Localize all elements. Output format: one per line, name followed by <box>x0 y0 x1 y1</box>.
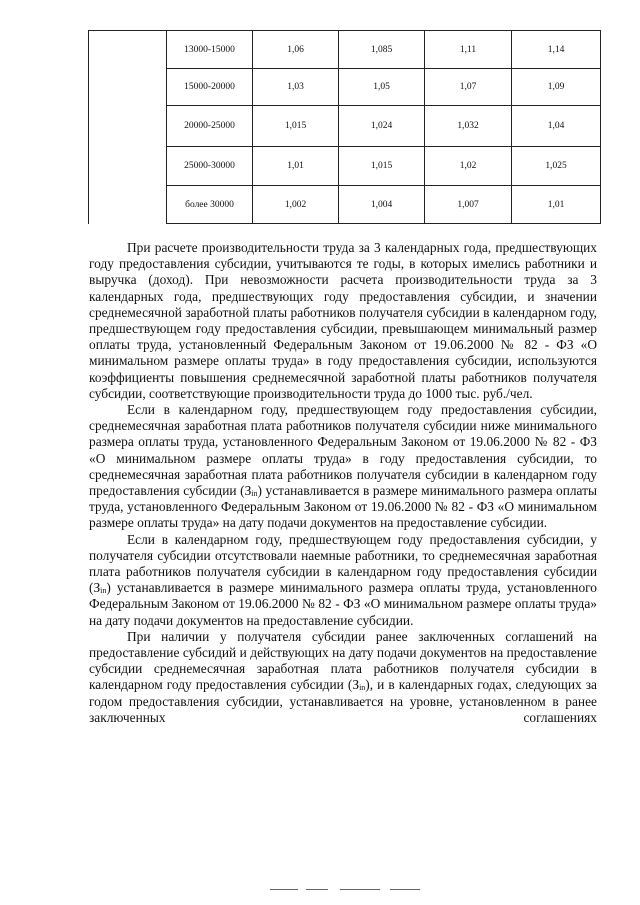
table-cell-value: 1,02 <box>425 147 512 186</box>
paragraph-4-part-a: При наличии у получателя субсидии ранее заключенных соглашений на предоставление субсидий и действующих на дату подачи документов на предоставление субсидии среднемесячная заработная плата работников получателя субсидии в календарном году предоставления субсидии (З <box>89 628 597 693</box>
table-cell-value: 1,024 <box>339 106 425 147</box>
paragraph-4-part-b: ), и в календарных годах, следующих за годом предоставления субсидии, устанавливается на уровне, установленном в ранее заключенных соглашениях <box>89 677 597 725</box>
table-cell-value: 1,11 <box>425 31 512 69</box>
table-cell-value: 1,085 <box>339 31 425 69</box>
paragraph-3-part-b: ) устанавливается в размере минимального размера оплаты труда, установленного Федеральным Законом от 19.06.2000 № 82 - ФЗ «О минимальном размере оплаты труда» на дату подачи документов на предоставление субсидии. <box>89 580 597 628</box>
scan-mark <box>270 889 298 890</box>
table-blank-cell <box>89 31 167 224</box>
table-cell-value: 1,06 <box>253 31 339 69</box>
subscript-in: in <box>359 683 366 693</box>
table-cell-value: 1,007 <box>425 186 512 224</box>
paragraph-3-part-a: Если в календарном году, предшествующем году предоставления субсидии, у получателя субсидии отсутствовали наемные работники, то среднемесячная заработная плата работников получателя субсидии в календарном году предоставления субсидии (З <box>89 531 597 596</box>
table-cell-value: 1,07 <box>425 69 512 106</box>
table-cell-range: 25000-30000 <box>167 147 253 186</box>
table-cell-value: 1,05 <box>339 69 425 106</box>
scan-mark <box>306 889 328 890</box>
paragraph-2 <box>89 402 597 532</box>
paragraph-3 <box>89 532 597 629</box>
scan-mark <box>390 889 420 890</box>
body-text <box>89 240 597 726</box>
table-cell-value: 1,01 <box>512 186 601 224</box>
paragraph-2-part-b: ) устанавливается в размере минимального размера оплаты труда, установленного Федеральным Законом от 19.06.2000 № 82 - ФЗ «О минимальном размере оплаты труда» на дату подачи документов на предоставление субсидии. <box>89 483 597 531</box>
table-cell-value: 1,015 <box>339 147 425 186</box>
table-cell-value: 1,015 <box>253 106 339 147</box>
paragraph-4 <box>89 629 597 726</box>
table-cell-value: 1,14 <box>512 31 601 69</box>
coefficient-table <box>88 30 601 224</box>
subscript-in: in <box>251 489 258 499</box>
table-cell-value: 1,002 <box>253 186 339 224</box>
table-cell-value: 1,025 <box>512 147 601 186</box>
table-cell-value: 1,004 <box>339 186 425 224</box>
table-cell-value: 1,04 <box>512 106 601 147</box>
scan-mark <box>340 889 380 890</box>
table-cell-range: 15000-20000 <box>167 69 253 106</box>
table-cell-value: 1,01 <box>253 147 339 186</box>
table-cell-range: 20000-25000 <box>167 106 253 147</box>
table-cell-range: 13000-15000 <box>167 31 253 69</box>
table-row <box>89 31 601 69</box>
paragraph-1: При расчете производительности труда за 3 календарных года, предшествующих году предоставления субсидии, учитываются те годы, в которых имелись работники и выручка (доход). При невозможности расчета производительности труда за 3 календарных года, предшествующих году предоставления субсидии, и значении среднемесячной заработной платы работников получателя субсидии в календарном году, предшествующем году предоставления субсидии, превышающем минимальный размер оплаты труда, установленный Федеральным Законом от 19.06.2000 № 82 - ФЗ «О минимальном размере оплаты труда» в году предоставления субсидии, используются коэффициенты повышения среднемесячной заработной платы работников получателя субсидии, соответствующие производительности труда до 1000 тыс. руб./чел. <box>89 240 597 401</box>
table-cell-value: 1,032 <box>425 106 512 147</box>
subscript-in: in <box>100 586 107 596</box>
paragraph-2-part-a: Если в календарном году, предшествующем году предоставления субсидии, среднемесячная заработная плата работников получателя субсидии ниже минимального размера оплаты труда, установленного Федеральным Законом от 19.06.2000 № 82 - ФЗ «О минимальном размере оплаты труда» в году предоставления субсидии, то среднемесячная заработная плата работников получателя субсидии в календарном году предоставления субсидии (З <box>89 402 597 499</box>
table-cell-value: 1,03 <box>253 69 339 106</box>
table-cell-value: 1,09 <box>512 69 601 106</box>
footer-scan-marks <box>270 886 430 892</box>
table-cell-range: более 30000 <box>167 186 253 224</box>
